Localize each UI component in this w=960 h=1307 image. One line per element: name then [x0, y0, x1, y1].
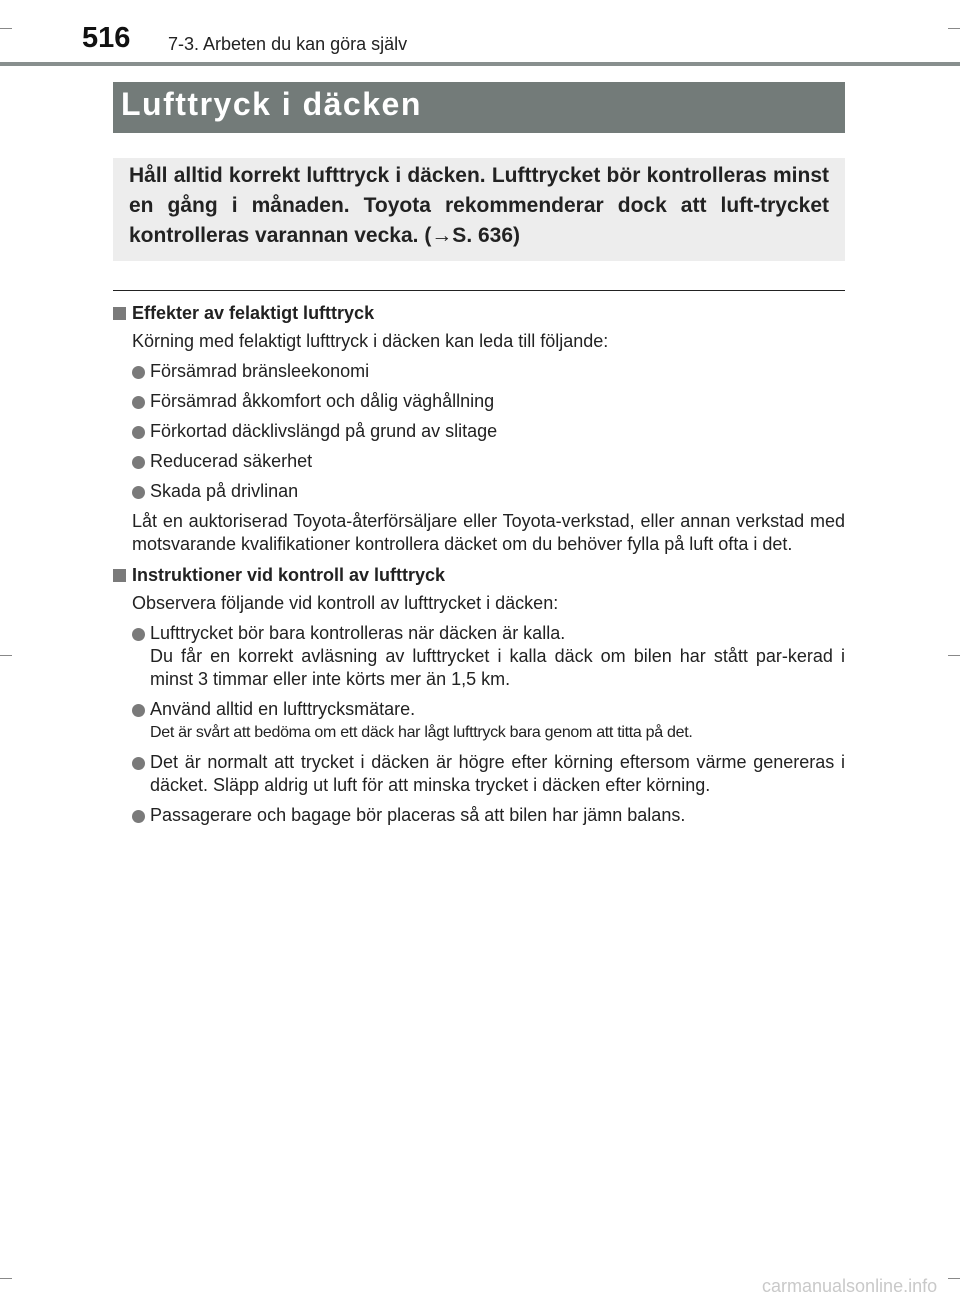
circle-bullet-icon [132, 396, 145, 409]
list-item [113, 480, 845, 503]
list-item-detail: Det är svårt att bedöma om ett däck har lågt lufttryck bara genom att titta på det. [150, 724, 693, 741]
section-closing: Låt en auktoriserad Toyota-återförsäljare eller Toyota-verkstad, eller annan verkstad med motsvarande kvalifikationer kontrollera däcket om du behöver fylla på luft ofta i det. [132, 511, 845, 554]
header-rule [0, 62, 960, 66]
list-item-text: Skada på drivlinan [150, 481, 299, 501]
crop-mark [948, 28, 960, 29]
circle-bullet-icon [132, 810, 145, 823]
section-title: 7-3. Arbeten du kan göra själv [168, 34, 408, 54]
list-item-text: Använd alltid en lufttrycksmätare. [150, 699, 416, 719]
list-item [113, 450, 845, 473]
circle-bullet-icon [132, 456, 145, 469]
page-title-bar [113, 82, 845, 133]
crop-mark [948, 1278, 960, 1279]
list-item-text: Det är normalt att trycket i däcken är högre efter körning eftersom värme genereras i däcket. Släpp aldrig ut luft för att minska trycket i däcken efter körning. [150, 752, 845, 795]
list-item-text: Passagerare och bagage bör placeras så att bilen har jämn balans. [150, 805, 686, 825]
circle-bullet-icon [132, 628, 145, 641]
list-item-text: Försämrad bränsleekonomi [150, 361, 370, 381]
crop-mark [0, 28, 12, 29]
section-lead: Körning med felaktigt lufttryck i däcken kan leda till följande: [132, 331, 609, 351]
list-item-detail: Du får en korrekt avläsning av lufttrycket i kalla däck om bilen har stått par-kerad i minst 3 timmar eller inte körts mer än 1,5 km. [150, 646, 845, 689]
list-item-text: Lufttrycket bör bara kontrolleras när däcken är kalla. [150, 623, 566, 643]
circle-bullet-icon [132, 366, 145, 379]
section-lead: Observera följande vid kontroll av lufttrycket i däcken: [132, 593, 559, 613]
circle-bullet-icon [132, 757, 145, 770]
circle-bullet-icon [132, 486, 145, 499]
crop-mark [0, 1278, 12, 1279]
crop-mark [948, 655, 960, 656]
list-item [113, 804, 845, 827]
list-item-text: Reducerad säkerhet [150, 451, 313, 471]
list-item [113, 622, 845, 691]
section-heading [113, 301, 845, 325]
list-item [113, 751, 845, 797]
page-title: Lufttryck i däcken [121, 86, 422, 122]
list-item-text: Förkortad däcklivslängd på grund av slitage [150, 421, 498, 441]
crop-mark [0, 655, 12, 656]
square-bullet-icon [113, 307, 126, 320]
circle-bullet-icon [132, 704, 145, 717]
section-heading [113, 563, 845, 587]
list-item [113, 390, 845, 413]
square-bullet-icon [113, 569, 126, 582]
circle-bullet-icon [132, 426, 145, 439]
list-item-text: Försämrad åkkomfort och dålig väghållning [150, 391, 495, 411]
intro-box [113, 158, 845, 261]
list-item [113, 420, 845, 443]
main-content [113, 301, 845, 827]
section-heading-text: Instruktioner vid kontroll av lufttryck [132, 565, 446, 585]
watermark: carmanualsonline.info [762, 1276, 938, 1296]
list-item [113, 360, 845, 383]
intro-text: Håll alltid korrekt lufttryck i däcken. Lufttrycket bör kontrolleras minst en gång i månaden. Toyota rekommenderar dock att luft-trycket kontrolleras varannan vecka. (→S. 636) [129, 164, 829, 247]
list-item [113, 698, 845, 744]
section-heading-text: Effekter av felaktigt lufttryck [132, 303, 375, 323]
section-divider [113, 290, 845, 291]
page-number: 516 [82, 22, 131, 54]
